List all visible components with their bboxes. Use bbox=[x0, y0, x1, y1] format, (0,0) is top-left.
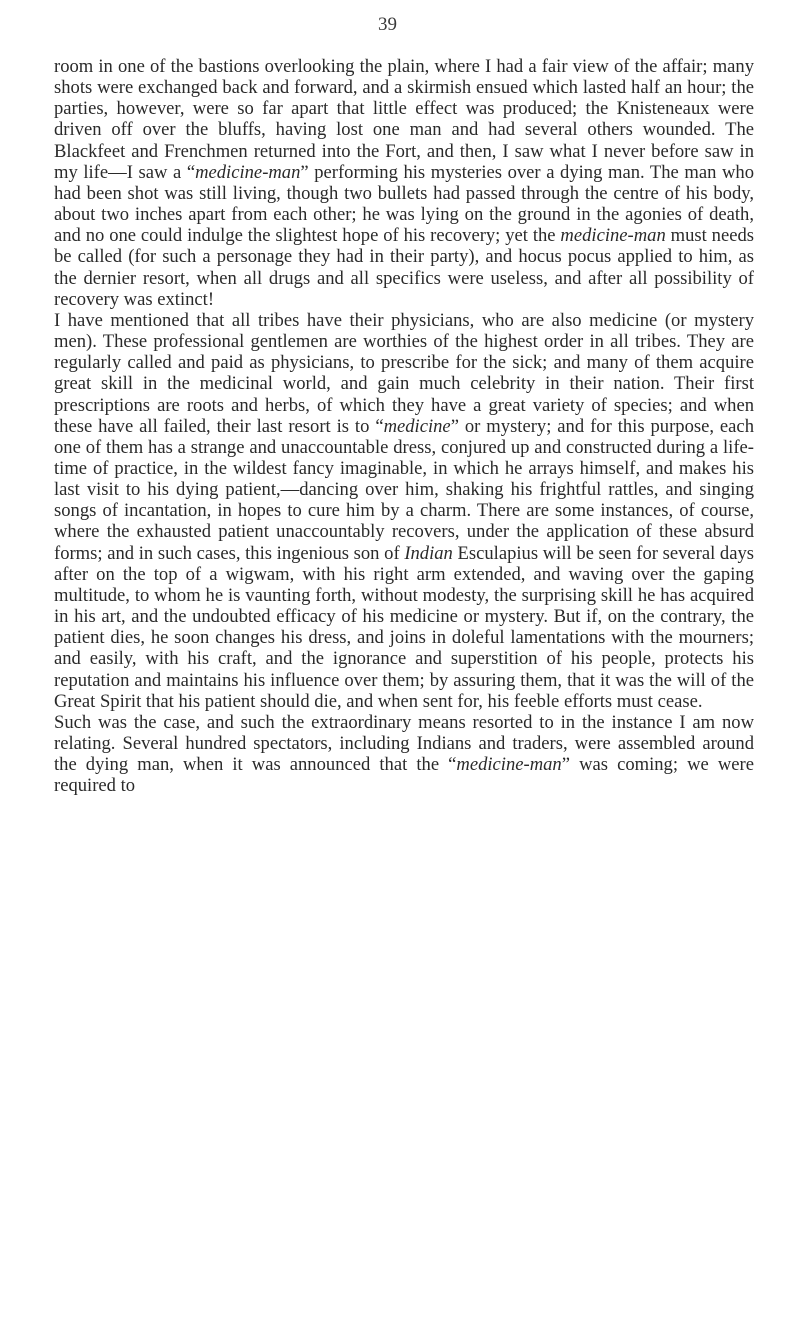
paragraph-3 bbox=[54, 712, 754, 797]
text-run: room in one of the bastions overlooking the plain, where I had a fair view of the affair; many shots were exchanged back and forward, and a skirmish ensued which lasted half an hour; the parties, however, were so far apart that little effect was produced; the Knisteneaux were driven off over the bluffs, having lost one man and had several others wounded. The Blackfeet and Frenchmen returned into the Fort, and then, I saw what I never before saw in my life—I saw a “ bbox=[54, 56, 754, 183]
italic-phrase: Indian bbox=[404, 542, 453, 564]
text-run: ” was coming; we were required to bbox=[54, 754, 754, 797]
text-run: I have mentioned that all tribes have their physicians, who are also medicine (or mystery men). These professional gentlemen are worthies of the highest order in all tribes. They are regularly called and paid as physicians, to prescribe for the sick; and many of them acquire great skill in the medicinal world, and gain much celebrity in their nation. Their first prescriptions are roots and herbs, of which they have a great variety of species; and when these have all failed, their last resort is to “ bbox=[54, 309, 754, 437]
italic-phrase: medicine-man bbox=[456, 754, 562, 776]
body-text bbox=[54, 56, 754, 796]
text-run: Such was the case, and such the extraordinary means resorted to in the instance I am now relating. Several hundred spectators, including Indians and traders, were assembled around the dying man, when it was announced that the “ bbox=[54, 711, 754, 776]
text-run: must needs be called (for such a personage they had in their party), and hocus pocus applied to him, as the dernier resort, when all drugs and all specifics were useless, and after all possibility of recovery was extinct! bbox=[54, 225, 754, 310]
italic-phrase: medicine-man bbox=[195, 161, 301, 183]
text-run: ” performing his mysteries over a dying man. The man who had been shot was still living, though two bullets had passed through the centre of his body, about two inches apart from each other; he was lying on the ground in the agonies of death, and no one could indulge the slightest hope of his recovery; yet the bbox=[54, 161, 754, 247]
text-run: Esculapius will be seen for several days after on the top of a wigwam, with his right arm extended, and waving over the gaping multitude, to whom he is vaunting forth, without modesty, the surprising skill he has acquired in his art, and the undoubted efficacy of his medicine or mystery. But if, on the contrary, the patient dies, he soon changes his dress, and joins in doleful lamentations with the mourners; and easily, with his craft, and the ignorance and superstition of his people, protects his reputation and maintains his influence over them; by assuring them, that it was the will of the Great Spirit that his patient should die, and when sent for, his feeble efforts must cease. bbox=[54, 542, 755, 712]
text-run: ” or mystery; and for this purpose, each one of them has a strange and unaccountable dress, conjured up and constructed during a life-time of practice, in the wildest fancy imaginable, in which he arrays himself, and makes his last visit to his dying patient,—dancing over him, shaking his frightful rattles, and singing songs of incantation, in hopes to cure him by a charm. There are some instances, of course, where the exhausted patient unaccountably recovers, under the application of these absurd forms; and in such cases, this ingenious son of bbox=[54, 415, 754, 564]
paragraph-1 bbox=[54, 56, 754, 310]
italic-phrase: medicine-man bbox=[560, 225, 666, 247]
page-number: 39 bbox=[378, 14, 397, 35]
paragraph-2 bbox=[54, 310, 754, 712]
italic-phrase: medicine bbox=[383, 415, 451, 437]
